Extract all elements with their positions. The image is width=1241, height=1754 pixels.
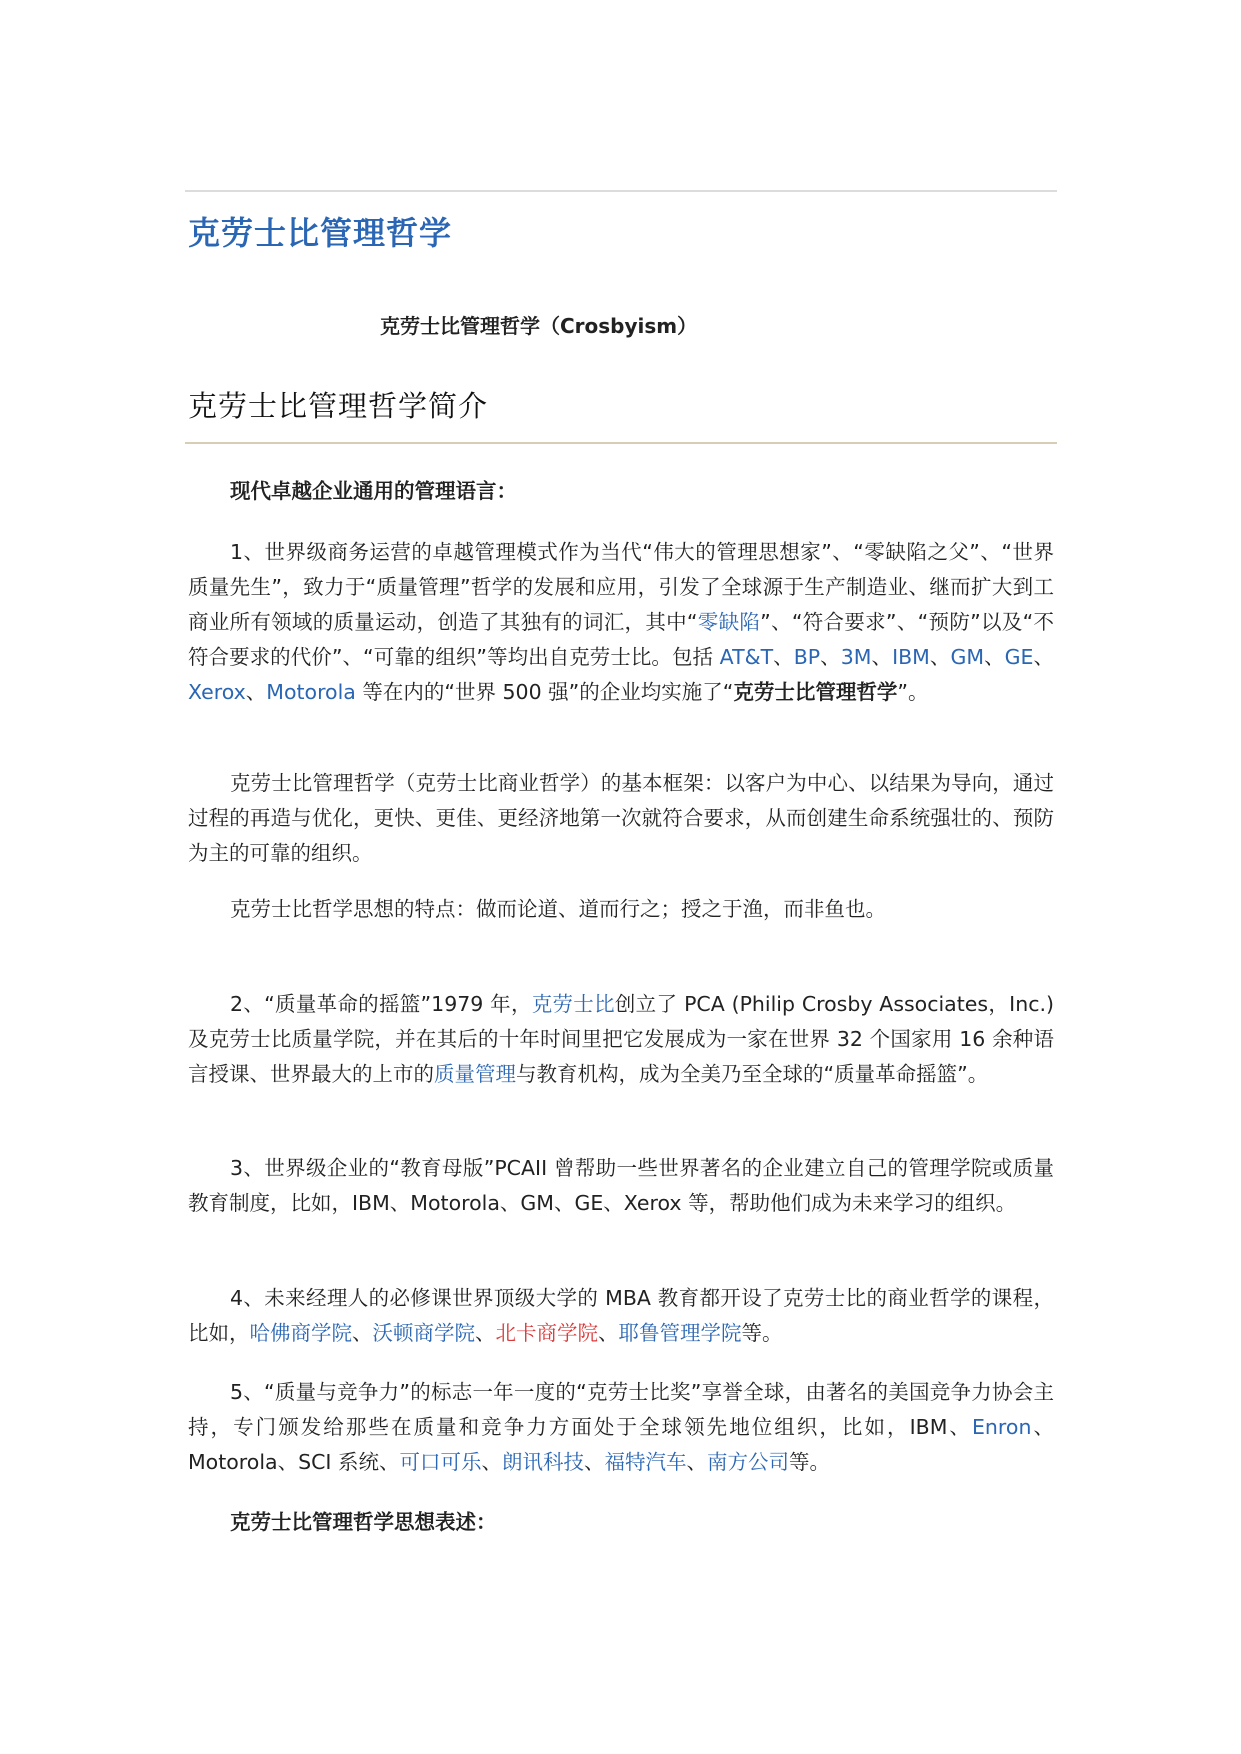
link-southern-company[interactable]: 南方公司 — [706, 1450, 789, 1474]
subtitle: 克劳士比管理哲学（Crosbyism） — [380, 314, 698, 338]
p6-text-a: 4、未来经理人的必修课世界顶级大学的 MBA 教育都开设了克劳士比的商业哲学的课程，比如， — [188, 1286, 1054, 1345]
link-quality-management[interactable]: 质量管理 — [434, 1062, 516, 1086]
paragraph-7 — [188, 1375, 1054, 1480]
link-gm[interactable]: GM — [950, 645, 985, 669]
separator: 、 — [984, 645, 1005, 669]
separator: 、 — [352, 1321, 373, 1345]
link-zero-defects[interactable]: 零缺陷 — [697, 610, 761, 634]
p1-bold-phrase: 克劳士比管理哲学 — [733, 680, 898, 704]
separator: 、 — [871, 645, 893, 669]
p1-text-a: 1、世界级商务运营的卓越管理模式作为当代“伟大的管理思想家”、“零缺陷之父”、“世界质量先生”，致力于“质量管理”哲学的发展和应用，引发了全球源于生产制造业、继而扩大到工商业所有领域的质量运动，创造了其独有的词汇，其中“ — [188, 540, 1054, 634]
intro-heading: 现代卓越企业通用的管理语言： — [230, 479, 517, 503]
link-xerox[interactable]: Xerox — [188, 680, 246, 704]
separator: 、 — [245, 680, 267, 704]
link-bp[interactable]: BP — [793, 645, 821, 669]
separator: 、 — [820, 645, 841, 669]
p7-text-a: 5、“质量与竞争力”的标志一年一度的“克劳士比奖”享誉全球，由著名的美国竞争力协会主持，专门颁发给那些在质量和竞争力方面处于全球领先地位组织，比如，IBM、 — [188, 1380, 1054, 1439]
p6-text-b: 等。 — [741, 1321, 783, 1345]
separator: 、 — [475, 1321, 496, 1345]
separator: 、 — [773, 645, 794, 669]
p4-text-b: 创立了 PCA (Philip Crosby Associates，Inc.)及克劳士比质量学院，并在其后的十年时间里把它发展成为一家在世界 32 个国家用 16 余种语言授课、世界最大的上市的 — [188, 992, 1054, 1086]
link-ibm[interactable]: IBM — [892, 645, 930, 669]
link-lucent[interactable]: 朗讯科技 — [501, 1450, 584, 1474]
link-att[interactable]: AT&T — [719, 645, 774, 669]
link-motorola[interactable]: Motorola — [266, 680, 356, 704]
link-wharton[interactable]: 沃顿商学院 — [372, 1321, 475, 1345]
paragraph-1 — [188, 535, 1054, 710]
link-ge[interactable]: GE — [1004, 645, 1034, 669]
paragraph-3: 克劳士比哲学思想的特点：做而论道、道而行之；授之于渔，而非鱼也。 — [230, 897, 886, 921]
p1-text-d: ”。 — [897, 680, 929, 704]
paragraph-2: 克劳士比管理哲学（克劳士比商业哲学）的基本框架：以客户为中心、以结果为导向，通过过程的再造与优化，更快、更佳、更经济地第一次就符合要求，从而创建生命系统强壮的、预防为主的可靠的组织。 — [188, 771, 1054, 865]
separator: 、 — [929, 645, 951, 669]
section-heading: 克劳士比管理哲学简介 — [188, 389, 489, 423]
link-crosby[interactable]: 克劳士比 — [531, 992, 615, 1016]
link-yale[interactable]: 耶鲁管理学院 — [618, 1321, 742, 1345]
link-enron[interactable]: Enron — [971, 1415, 1032, 1439]
page-title: 克劳士比管理哲学 — [188, 214, 453, 252]
p7-text-b: 、Motorola、SCI 系统、 — [188, 1415, 1055, 1474]
separator: 、 — [1033, 645, 1055, 669]
separator: 、 — [598, 1321, 619, 1345]
link-harvard[interactable]: 哈佛商学院 — [249, 1321, 352, 1345]
separator: 、 — [481, 1450, 502, 1474]
p4-text-a: 2、“质量革命的摇篮”1979 年， — [230, 992, 532, 1016]
separator: 、 — [686, 1450, 707, 1474]
paragraph-6 — [188, 1281, 1054, 1351]
p7-text-c: 等。 — [788, 1450, 830, 1474]
link-coca-cola[interactable]: 可口可乐 — [399, 1450, 482, 1474]
p4-text-c: 与教育机构，成为全美乃至全球的“质量革命摇篮”。 — [516, 1062, 989, 1086]
link-unc[interactable]: 北卡商学院 — [495, 1321, 598, 1345]
link-ford[interactable]: 福特汽车 — [604, 1450, 687, 1474]
link-3m[interactable]: 3M — [840, 645, 872, 669]
closing-heading: 克劳士比管理哲学思想表述： — [230, 1510, 497, 1534]
p1-text-b: ”、“符合要求”、“预防”以及“不符合要求的代价”、“可靠的组织”等均出自克劳士比。包括 — [188, 610, 1054, 669]
paragraph-5: 3、世界级企业的“教育母版”PCAII 曾帮助一些世界著名的企业建立自己的管理学院或质量教育制度，比如，IBM、Motorola、GM、GE、Xerox 等，帮助他们成为未来学习的组织。 — [188, 1156, 1054, 1215]
separator: 、 — [583, 1450, 605, 1474]
top-divider — [185, 190, 1057, 192]
paragraph-4 — [188, 987, 1054, 1092]
p1-text-c: 等在内的“世界 500 强”的企业均实施了“ — [355, 680, 734, 704]
section-divider — [185, 442, 1057, 444]
